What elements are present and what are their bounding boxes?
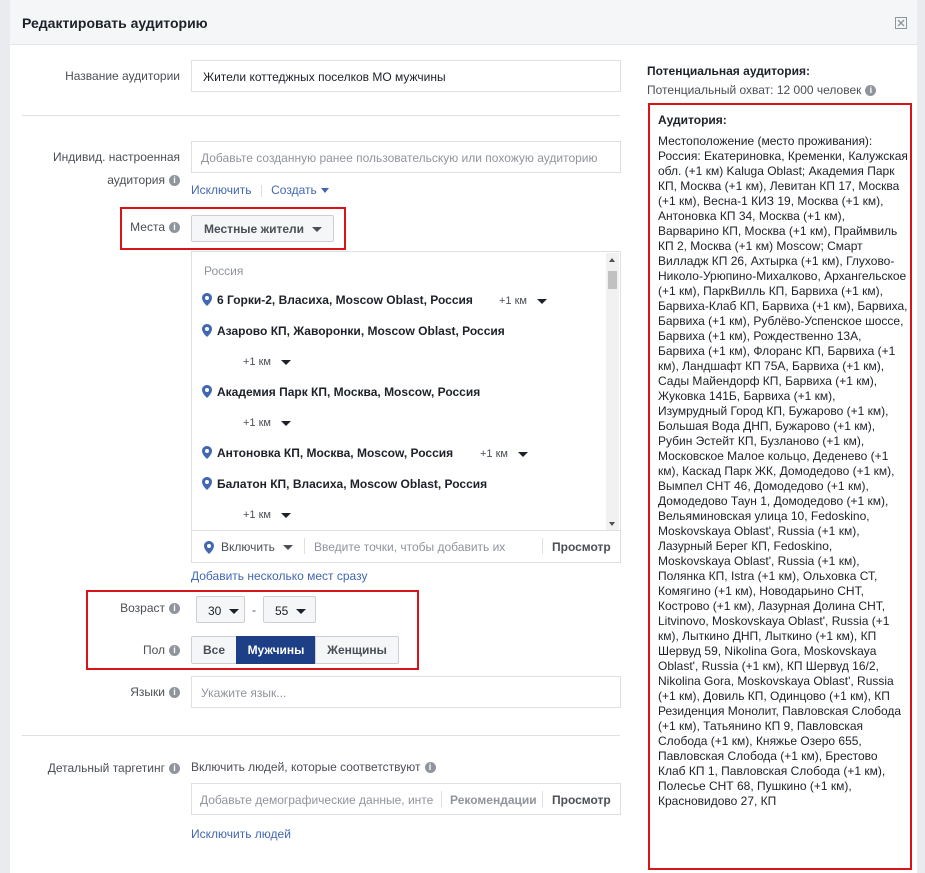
location-item <box>217 324 505 338</box>
background-left <box>0 0 10 873</box>
radius-dropdown[interactable] <box>243 417 291 429</box>
custom-audience-placeholder: Добавьте созданную ранее пользовательскую или похожую аудиторию <box>201 151 598 165</box>
chevron-down-icon <box>537 299 547 304</box>
location-item <box>217 446 453 460</box>
scroll-up-icon[interactable] <box>609 258 615 262</box>
audience-name-value: Жители коттеджных поселков МО мужчины <box>203 70 446 84</box>
radius-value: +1 км <box>499 295 527 307</box>
edit-audience-dialog <box>10 0 917 873</box>
browse-locations-button[interactable]: Просмотр <box>552 540 611 554</box>
location-input-bar <box>191 531 621 563</box>
location-name: Антоновка КП, Москва, Moscow, Россия <box>217 446 454 460</box>
map-pin-icon <box>202 324 212 337</box>
chevron-down-icon <box>283 545 293 550</box>
potential-audience-title: Потенциальная аудитория: <box>647 64 810 78</box>
chevron-down-icon <box>229 609 239 614</box>
radius-dropdown[interactable] <box>243 356 291 368</box>
location-name: Академия Парк КП, Москва, Moscow, Россия <box>217 385 481 399</box>
languages-label: Языки i <box>30 685 180 699</box>
map-pin-icon <box>202 293 212 306</box>
places-type-dropdown[interactable] <box>191 215 334 242</box>
info-icon[interactable]: i <box>169 175 180 186</box>
custom-audience-actions <box>191 183 329 197</box>
age-label: Возраст i <box>30 601 180 615</box>
chevron-down-icon <box>312 227 322 232</box>
create-custom-link[interactable]: Создать <box>271 183 317 197</box>
location-name: Азарово КП, Жаворонки, Moscow Oblast, Россия <box>217 324 505 338</box>
location-item <box>217 385 480 399</box>
map-pin-icon <box>202 446 212 459</box>
audience-name-input[interactable] <box>191 60 621 92</box>
gender-men-button[interactable]: Мужчины <box>236 636 316 664</box>
audience-details <box>658 113 908 809</box>
location-name: 6 Горки-2, Власиха, Moscow Oblast, Россия <box>217 293 473 307</box>
divider <box>542 538 543 554</box>
audience-list <box>658 134 908 809</box>
info-icon[interactable]: i <box>169 645 180 656</box>
include-dropdown[interactable] <box>221 540 293 554</box>
scrollbar[interactable] <box>606 253 619 531</box>
audience-title: Аудитория: <box>658 113 727 127</box>
places-label: Места i <box>30 220 180 234</box>
location-details-list <box>658 149 908 809</box>
age-to-value: 55 <box>275 604 289 618</box>
age-from-value: 30 <box>208 604 222 618</box>
info-icon[interactable]: i <box>169 763 180 774</box>
chevron-down-icon <box>296 609 306 614</box>
divider <box>441 791 442 807</box>
detailed-targeting-label: Детальный таргетинг i <box>20 761 180 775</box>
map-pin-icon <box>202 477 212 490</box>
divider <box>22 115 620 116</box>
info-icon[interactable]: i <box>169 603 180 614</box>
chevron-down-icon <box>281 360 291 365</box>
custom-audience-label-line1: Индивид. настроенная <box>53 150 180 164</box>
audience-details-box <box>648 103 912 870</box>
gender-all-button[interactable]: Все <box>191 636 237 664</box>
info-icon[interactable]: i <box>169 687 180 698</box>
dialog-header <box>10 0 917 45</box>
custom-audience-input[interactable] <box>191 141 621 173</box>
detailed-targeting-input[interactable] <box>191 783 621 815</box>
include-label: Включить <box>221 540 275 554</box>
exclude-people-link[interactable]: Исключить людей <box>191 827 291 841</box>
close-icon[interactable] <box>895 17 907 29</box>
browse-detailed-button[interactable]: Просмотр <box>552 793 611 807</box>
location-list[interactable] <box>191 251 621 531</box>
divider <box>261 185 262 197</box>
gender-women-button[interactable]: Женщины <box>315 636 399 664</box>
location-details: ◦ Россия: Екатериновка, Кременки, Калужская обл. (+1 км) Kaluga Oblast; Академия Парк КП, Москва (+1 км), Левитан КП 17, Москва (+1 км), Весна-1 КИЗ 19, Москва (+1 км), Антоновка КП 34, Москва (+1 км), Варварино КП, Москва (+1 км), Праймвиль КП 2, Москва (+1 км) Moscow; Смарт Вилладж КП 26, Ахтырка (+1 км), Глухово-Николо-Урюпино-Михалково, Архангельское (+1 км), ПаркВилль КП, Барвиха (+1 км), Барвиха-Клаб КП, Барвиха (+1 км), Барвиха, Барвиха (+1 км), Рублёво-Успенское шоссе, Барвиха (+1 км), Рождественно 13А, Барвиха (+1 км), Флоранс КП, Барвиха (+1 км), Ландшафт КП 75А, Барвиха (+1 км), Сады Майендорф КП, Барвиха (+1 км), Жуковка 141Б, Барвиха (+1 км), Изумрудный Город КП, Бужарово (+1 км), Большая Вода ДНП, Бужарово (+1 км), Рубин Эстейт КП, Бузланово (+1 км), Московское Малое кольцо, Деденево (+1 км), Каскад Парк ЖК, Домодедово (+1 км), Вымпел СНТ 46, Домодедово (+1 км), Домодедово Таун 1, Домодедово (+1 км), Вельяминовская улица 10, Fedoskino, Moskovskaya Oblast', Russia (+1 км), Лазурный Берег КП, Fedoskino, Moskovskaya Oblast', Russia (+1 км), Полянка КП, Istra (+1 км), Ольховка СТ, Комягино (+1 км), Новодарьино СНТ, Кострово (+1 км), Лазурная Долина СНТ, Litvinovo, Moskovskaya Oblast', Russia (+1 км), Лыткино ДНП, Лыткино (+1 км), КП Шервуд 59, Nikolina Gora, Moskovskaya Oblast', Russia (+1 км), КП Шервуд 16/2, Nikolina Gora, Moskovskaya Oblast', Russia (+1 км), Довиль КП, Одинцово (+1 км), КП Резиденция Монолит, Павловская Слобода (+1 км), Татьянино КП 9, Павловская Слобода (+1 км), Княжье Озеро 655, Павловская Слобода (+1 км), Брестово Клаб КП 1, Павловская Слобода (+1 км), Полесье СНТ 68, Пушкино (+1 км), Красновидово 27, КП <box>658 149 908 809</box>
custom-audience-label-line2: аудитория i <box>30 169 180 192</box>
radius-value: +1 км <box>243 509 271 521</box>
age-separator: - <box>252 603 256 617</box>
languages-placeholder: Укажите язык... <box>201 686 287 700</box>
chevron-down-icon <box>518 452 528 457</box>
radius-dropdown[interactable] <box>243 509 291 521</box>
scroll-down-icon[interactable] <box>609 522 615 526</box>
detailed-placeholder: Добавьте демографические данные, инте <box>200 793 434 807</box>
age-to-dropdown[interactable] <box>263 596 316 623</box>
location-item <box>217 477 487 491</box>
info-icon[interactable]: i <box>169 222 180 233</box>
age-from-dropdown[interactable] <box>196 596 245 623</box>
suggestions-button[interactable]: Рекомендации <box>450 793 537 807</box>
info-icon[interactable]: i <box>865 85 876 96</box>
places-type-label: Местные жители <box>204 222 305 236</box>
radius-dropdown[interactable] <box>480 448 528 460</box>
gender-label: Пол i <box>30 643 180 657</box>
map-pin-icon <box>202 385 212 398</box>
location-item <box>217 293 473 307</box>
chevron-down-icon <box>281 513 291 518</box>
custom-audience-label <box>30 146 180 192</box>
potential-reach: Потенциальный охват: 12 000 человек i <box>647 83 876 97</box>
info-icon[interactable]: i <box>425 762 436 773</box>
location-country: Россия <box>204 264 244 278</box>
exclude-custom-link[interactable]: Исключить <box>191 183 252 197</box>
chevron-down-icon[interactable] <box>321 188 329 193</box>
audience-name-label: Название аудитории <box>65 69 180 83</box>
languages-input[interactable] <box>191 676 621 708</box>
bulk-add-locations-link[interactable]: Добавить несколько мест сразу <box>191 569 368 583</box>
divider <box>22 735 620 736</box>
dialog-title: Редактировать аудиторию <box>22 15 208 31</box>
radius-value: +1 км <box>480 448 508 460</box>
radius-value: +1 км <box>243 417 271 429</box>
location-search-input[interactable]: Введите точки, чтобы добавить их <box>314 540 506 554</box>
divider <box>542 791 543 807</box>
divider <box>304 538 305 554</box>
radius-value: +1 км <box>243 356 271 368</box>
background-right <box>917 0 925 873</box>
detailed-include-text: Включить людей, которые соответствуют i <box>191 760 436 774</box>
map-pin-icon <box>204 541 214 554</box>
location-name: Балатон КП, Власиха, Moscow Oblast, Россия <box>217 477 488 491</box>
chevron-down-icon <box>281 421 291 426</box>
list-item: ▪ Местоположение (место проживания): ◦ Россия: Екатериновка, Кременки, Калужская обл. (+1 км) Kaluga Oblast; Академия Парк КП, Москва (+1 км), Левитан КП 17, Москва (+1 км), Весна-1 КИЗ 19, Москва (+1 км), Антоновка КП 34, Москва (+1 км), Варварино КП, Москва (+1 км), Праймвиль КП 2, Москва (+1 км) Moscow; Смарт Вилладж КП 26, Ахтырка (+1 км), Глухово-Николо-Урюпино-Михалково, Архангельское (+1 км), ПаркВилль КП, Барвиха (+1 км), Барвиха-Клаб КП, Барвиха (+1 км), Барвиха, Барвиха (+1 км), Рублёво-Успенское шоссе, Барвиха (+1 км), Рождественно 13А, Барвиха (+1 км), Флоранс КП, Барвиха (+1 км), Ландшафт КП 75А, Барвиха (+1 км), Сады Майендорф КП, Барвиха (+1 км), Жуковка 141Б, Барвиха (+1 км), Изумрудный Город КП, Бужарово (+1 км), Большая Вода ДНП, Бужарово (+1 км), Рубин Эстейт КП, Бузланово (+1 км), Московское Малое кольцо, Деденево (+1 км), Каскад Парк ЖК, Домодедово (+1 км), Вымпел СНТ 46, Домодедово (+1 км), Домодедово Таун 1, Домодедово (+1 км), Вельяминовская улица 10, Fedoskino, Moskovskaya Oblast', Russia (+1 км), Лазурный Берег КП, Fedoskino, Moskovskaya Oblast', Russia (+1 км), Полянка КП, Istra (+1 км), Ольховка СТ, Комягино (+1 км), Новодарьино СНТ, Кострово (+1 км), Лазурная Долина СНТ, Litvinovo, Moskovskaya Oblast', Russia (+1 км), Лыткино ДНП, Лыткино (+1 км), КП Шервуд 59, Nikolina Gora, Moskovskaya Oblast', Russia (+1 км), КП Шервуд 16/2, Nikolina Gora, Moskovskaya Oblast', Russia (+1 км), Довиль КП, Одинцово (+1 км), КП Резиденция Монолит, Павловская Слобода (+1 км), Татьянино КП 9, Павловская Слобода (+1 км), Княжье Озеро 655, Павловская Слобода (+1 км), Брестово Клаб КП 1, Павловская Слобода (+1 км), Полесье СНТ 68, Пушкино (+1 км), Красновидово 27, КП <box>658 134 908 809</box>
scrollbar-thumb[interactable] <box>608 271 617 289</box>
radius-dropdown[interactable] <box>499 295 547 307</box>
